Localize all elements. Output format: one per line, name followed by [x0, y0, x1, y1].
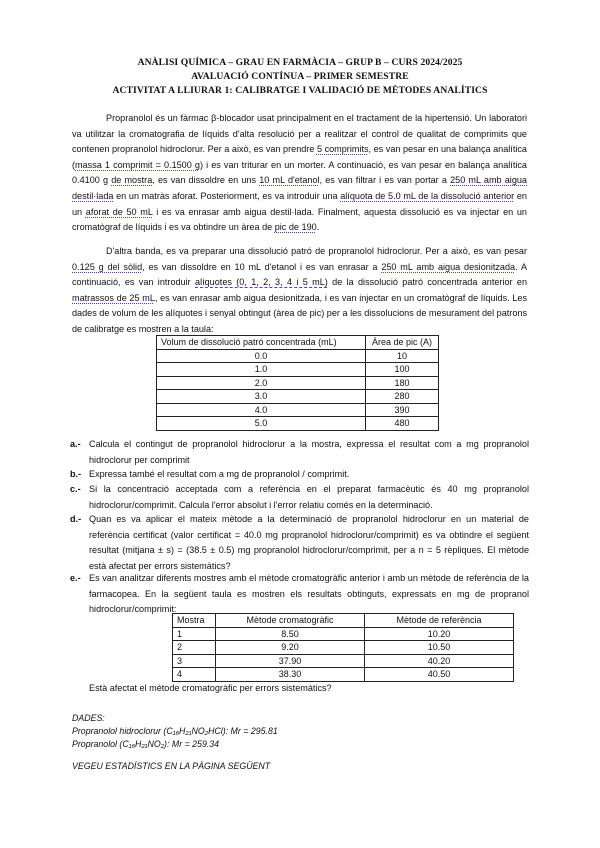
- table-row: [173, 668, 514, 682]
- table-cell-volume: 2.0: [157, 376, 366, 390]
- table-cell-reference: 40.50: [365, 668, 514, 682]
- question-text: Calcula el contingut de propranolol hidroclorur a la mostra, expressa el resultat com a mg propranolol hidroclorur per comprimit: [89, 439, 529, 465]
- header-activity-title: ACTIVITAT A LLIURAR 1: CALIBRATGE I VALIDACIÓ DE MÈTODES ANALÍTICS: [112, 85, 488, 96]
- table-cell-reference: 10.50: [365, 641, 514, 655]
- table-cell-sample: 3: [173, 654, 216, 668]
- table-header-row: [157, 336, 439, 350]
- table-cell-area: 10: [366, 349, 439, 363]
- table-row: [157, 417, 439, 431]
- calibration-table: [156, 335, 439, 431]
- table-cell-area: 480: [366, 417, 439, 431]
- table-row: [173, 641, 514, 655]
- table-cell-area: 100: [366, 363, 439, 377]
- table-cell-chromatographic: 8.50: [216, 627, 365, 641]
- table-cell-volume: 3.0: [157, 390, 366, 404]
- table-row: [157, 363, 439, 377]
- question-text: Es van analitzar diferents mostres amb el mètode cromatogràfic anterior i amb un mètode de referència de la farmacopea. En la següent taula es mostren els resultats obtinguts, expressats en mg de propranol hidroclorur/comprimit:: [89, 573, 529, 615]
- molar-mass-propranolol: Propranolol (C₁₆H₂₁NO₂): Mr = 259.34: [72, 739, 220, 749]
- table-cell-sample: 1: [173, 627, 216, 641]
- table-row: [157, 376, 439, 390]
- table-cell-sample: 4: [173, 668, 216, 682]
- table-cell-chromatographic: 9.20: [216, 641, 365, 655]
- header-course: ANÀLISI QUÍMICA – GRAU EN FARMÀCIA – GRUP B – CURS 2024/2025: [137, 57, 463, 68]
- table-cell-volume: 1.0: [157, 363, 366, 377]
- table-cell-volume: 4.0: [157, 403, 366, 417]
- table-cell-reference: 10.20: [365, 627, 514, 641]
- data-heading: DADES:: [72, 713, 105, 723]
- question-text: Expressa també el resultat com a mg de propranolol / comprimit.: [89, 469, 350, 479]
- table-cell-reference: 40.20: [365, 654, 514, 668]
- next-page-note: VEGEU ESTADÍSTICS EN LA PÀGINA SEGÜENT: [72, 761, 271, 771]
- column-header-sample: Mostra: [173, 614, 216, 628]
- table-cell-chromatographic: 37.90: [216, 654, 365, 668]
- table-header-row: [173, 614, 514, 628]
- column-header-reference: Mètode de referència: [365, 614, 514, 628]
- table-cell-area: 280: [366, 390, 439, 404]
- table-row: [157, 390, 439, 404]
- column-header-chromatographic: Mètode cromatogràfic: [216, 614, 365, 628]
- question-text: Si la concentració acceptada com a referència en el preparat farmacèutic és 40 mg propranolol hidroclorur/comprimit. Calcula l'error absolut i l'error relatiu comés en la determinació.: [89, 484, 529, 510]
- table-cell-sample: 2: [173, 641, 216, 655]
- paragraph-calibration-standards: D'altra banda, es va preparar una dissolució patró de propranolol hidroclorur. Per a això, es van pesar 0.125 g del sòlid, es van dissoldre en 10 mL d'etanol i es van enrasar a 250 mL amb aigua desionitzada. A continuació, es van introduir alíquotes (0, 1, 2, 3, 4 i 5 mL) de la dissolució patró concentrada anterior en matrassos de 25 mL, es van enrasar amb aigua desionitzada, i es van injectar en un cromatògraf de líquids. Les dades de volum de les alíquotes i senyal obtingut (àrea de pic) per a les dissolucions de mesurament del patrons de calibratge es mostren a la taula:: [72, 246, 528, 334]
- table-row: [173, 627, 514, 641]
- question-label: a.-: [70, 439, 81, 449]
- question-label: c.-: [70, 484, 81, 494]
- method-comparison-table: [172, 613, 514, 682]
- question-label: e.-: [70, 573, 81, 583]
- question-label: b.-: [70, 469, 82, 479]
- header-evaluation: AVALUACIÓ CONTÍNUA – PRIMER SEMESTRE: [191, 71, 409, 82]
- question-text: Està afectat el mètode cromatogràfic per errors sistemàtics?: [89, 683, 332, 693]
- paragraph-sample-preparation: Propranolol és un fàrmac β-blocador usat principalment en el tractament de la hipertensió. Un laboratori va utilitzar la cromatografia de líquids d'alta resolució per a realitzar el control de qualitat de comprimits que contenen propranolol hidroclorur. Per a això, es van prendre 5 comprimits, es van pesar en una balança analítica (massa 1 comprimit = 0.1500 g) i es van triturar en un morter. A continuació, es van pesar en balança analítica 0.4100 g de mostra, es van dissoldre en uns 10 mL d'etanol, es van filtrar i es van portar a 250 mL amb aigua destil·lada en un matràs aforat. Posteriorment, es va introduir una alíquota de 5.0 mL de la dissolució anterior en un aforat de 50 mL i es va enrasar amb aigua destil·lada. Finalment, aquesta dissolució es va injectar en un cromatògraf de líquids i es va obtindre un àrea de pic de 190.: [72, 113, 527, 233]
- molar-mass-hydrochloride: Propranolol hidroclorur (C₁₆H₂₁NO₂HCl): Mr = 295.81: [72, 726, 278, 736]
- table-cell-area: 180: [366, 376, 439, 390]
- table-row: [173, 654, 514, 668]
- question-label: d.-: [70, 514, 82, 524]
- table-cell-volume: 5.0: [157, 417, 366, 431]
- table-cell-chromatographic: 38.30: [216, 668, 365, 682]
- table-row: [157, 403, 439, 417]
- table-cell-volume: 0.0: [157, 349, 366, 363]
- column-header-volume: Volum de dissolució patró concentrada (mL): [157, 336, 366, 350]
- column-header-peak-area: Àrea de pic (A): [366, 336, 439, 350]
- question-text: Quan es va aplicar el mateix mètode a la determinació de propranolol hidroclorur en un material de referència certificat (valor certificat = 40.0 mg propranolol hidroclorur/comprimit) es va obtindre el següent resultat (mitjana ± s) = (38.5 ± 0.5) mg propranolol hidroclorur/comprimit, per a n = 5 rèpliques. El mètode està afectat per errors sistemàtics?: [89, 514, 529, 571]
- table-cell-area: 390: [366, 403, 439, 417]
- table-row: [157, 349, 439, 363]
